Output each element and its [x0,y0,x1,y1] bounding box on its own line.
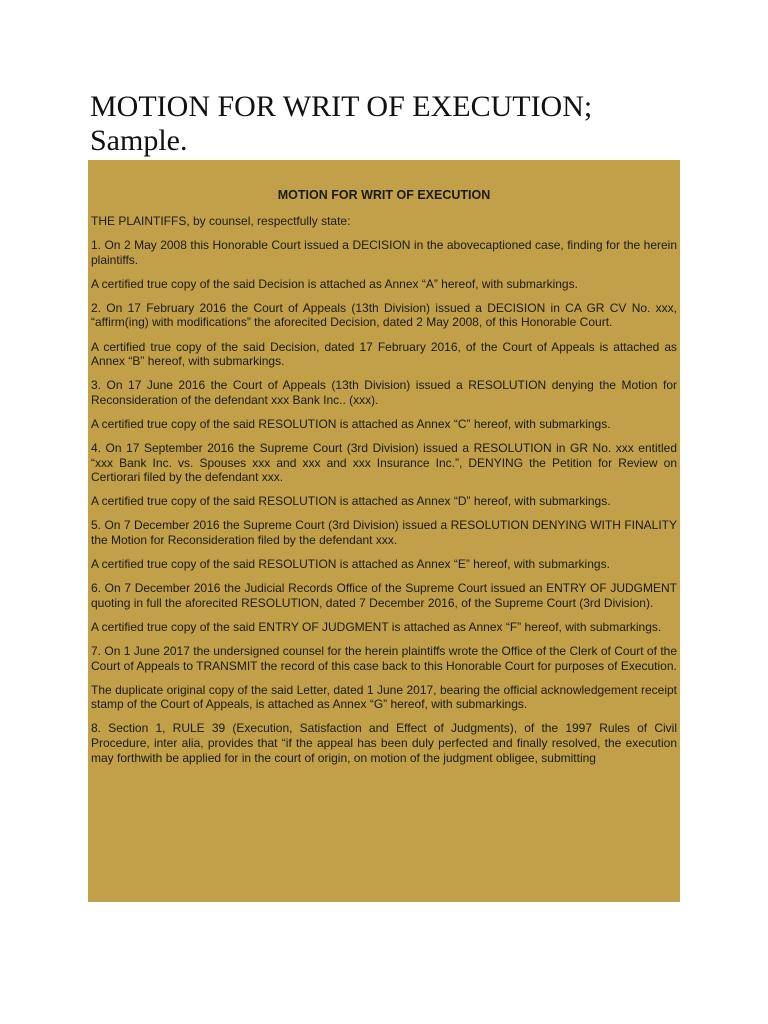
document-paragraph: 8. Section 1, RULE 39 (Execution, Satisfaction and Effect of Judgments), of the 1997 Rules of Civil Procedure, inter alia, provides that “if the appeal has been duly perfected and finally resolved, the execution may forthwith be applied for in the court of origin, on motion of the judgment obligee, submitting [91,721,677,765]
document-paragraph: A certified true copy of the said RESOLUTION is attached as Annex “C” hereof, with submarkings. [91,416,611,431]
document-paragraph: A certified true copy of the said Decision is attached as Annex “A” hereof, with submarkings. [91,276,578,291]
document-paragraph: 2. On 17 February 2016 the Court of Appeals (13th Division) issued a DECISION in CA GR CV No. xxx, “affirm(ing) with modifications” the aforecited Decision, dated 2 May 2008, of this Honorable Court. [91,300,677,330]
document-paragraph: A certified true copy of the said Decision, dated 17 February 2016, of the Court of Appeals is attached as Annex “B” hereof, with submarkings. [91,339,677,369]
document-paragraph: 7. On 1 June 2017 the undersigned counsel for the herein plaintiffs wrote the Office of the Clerk of Court of the Court of Appeals to TRANSMIT the record of this case back to this Honorable Court for purposes of Execution. [91,643,677,673]
document-paragraph: 3. On 17 June 2016 the Court of Appeals (13th Division) issued a RESOLUTION denying the Motion for Reconsideration of the defendant xxx Bank Inc.. (xxx). [91,378,677,407]
document-paragraph: The duplicate original copy of the said Letter, dated 1 June 2017, bearing the official acknowledgement receipt stamp of the Court of Appeals, is attached as Annex “G” hereof, with submarkings. [91,682,677,712]
document-paragraph: A certified true copy of the said RESOLUTION is attached as Annex “E” hereof, with submarkings. [91,557,610,572]
document-paragraph: THE PLAINTIFFS, by counsel, respectfully state: [91,214,351,228]
document-paragraph: A certified true copy of the said RESOLUTION is attached as Annex “D” hereof, with submarkings. [91,494,611,509]
document-paragraph: A certified true copy of the said ENTRY OF JUDGMENT is attached as Annex “F” hereof, with submarkings. [91,619,662,634]
document-panel [88,160,680,902]
document-paragraph: 4. On 17 September 2016 the Supreme Court (3rd Division) issued a RESOLUTION in GR No. xxx entitled “xxx Bank Inc. vs. Spouses xxx and xxx and xxx Insurance Inc.”, DENYING the Petition for Review on Certiorari filed by the defendant xxx. [91,441,677,485]
document-paragraph: 5. On 7 December 2016 the Supreme Court (3rd Division) issued a RESOLUTION DENYING WITH FINALITY the Motion for Reconsideration filed by the defendant xxx. [91,518,677,547]
page-title: MOTION FOR WRIT OF EXECUTION; Sample. [90,90,593,157]
document-heading: MOTION FOR WRIT OF EXECUTION [277,188,491,202]
document-paragraph: 6. On 7 December 2016 the Judicial Records Office of the Supreme Court issued an ENTRY OF JUDGMENT quoting in full the aforecited RESOLUTION, dated 7 December 2016, of the Supreme Court (3rd Division). [91,581,677,610]
document-paragraph: 1. On 2 May 2008 this Honorable Court issued a DECISION in the abovecaptioned case, finding for the herein plaintiffs. [91,238,677,267]
